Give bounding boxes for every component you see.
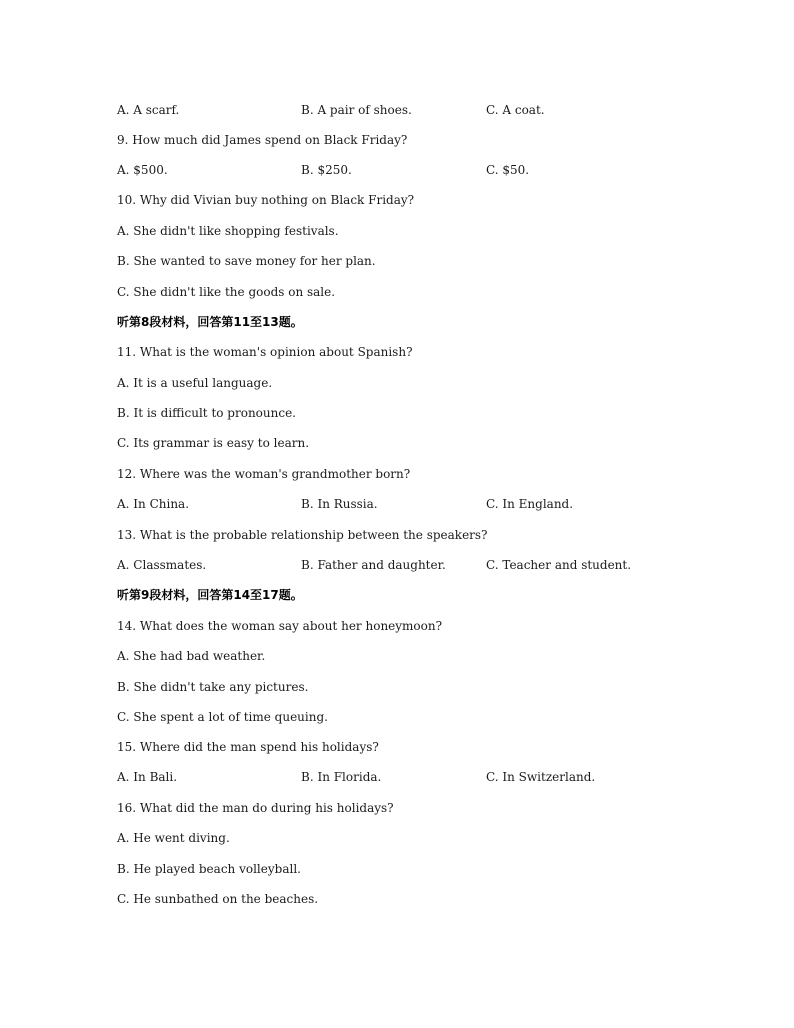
q15-question: 15. Where did the man spend his holidays?	[117, 740, 379, 754]
q14-option-a: A. She had bad weather.	[117, 649, 266, 663]
q11-option-a: A. It is a useful language.	[117, 376, 273, 390]
q13-option-b: B. Father and daughter.	[301, 558, 446, 572]
q16-option-b: B. He played beach volleyball.	[117, 862, 301, 876]
q8-option-c: C. A coat.	[486, 103, 545, 117]
q9-option-b: B. $250.	[301, 163, 352, 177]
q13-option-c: C. Teacher and student.	[486, 558, 632, 572]
q16-option-c: C. He sunbathed on the beaches.	[117, 892, 319, 906]
q10-question: 10. Why did Vivian buy nothing on Black Friday?	[117, 193, 415, 207]
q12-option-a: A. In China.	[117, 497, 190, 511]
q15-option-a: A. In Bali.	[117, 770, 178, 784]
q9-question: 9. How much did James spend on Black Friday?	[117, 133, 408, 147]
section-8-heading: 听第8段材料，回答第11至13题。	[117, 315, 303, 329]
q16-option-a: A. He went diving.	[117, 831, 230, 845]
q9-option-c: C. $50.	[486, 163, 530, 177]
q11-option-b: B. It is difficult to pronounce.	[117, 406, 296, 420]
q12-option-b: B. In Russia.	[301, 497, 378, 511]
q12-question: 12. Where was the woman's grandmother born?	[117, 467, 411, 481]
section-9-heading: 听第9段材料，回答第14至17题。	[117, 588, 303, 602]
q14-option-c: C. She spent a lot of time queuing.	[117, 710, 328, 724]
q10-option-b: B. She wanted to save money for her plan.	[117, 254, 376, 268]
q13-option-a: A. Classmates.	[117, 558, 207, 572]
q14-question: 14. What does the woman say about her honeymoon?	[117, 619, 443, 633]
q16-question: 16. What did the man do during his holidays?	[117, 801, 394, 815]
q13-question: 13. What is the probable relationship between the speakers?	[117, 528, 488, 542]
q14-option-b: B. She didn't take any pictures.	[117, 680, 309, 694]
q8-option-a: A. A scarf.	[117, 103, 180, 117]
q11-question: 11. What is the woman's opinion about Spanish?	[117, 345, 413, 359]
q8-option-b: B. A pair of shoes.	[301, 103, 412, 117]
q9-option-a: A. $500.	[117, 163, 168, 177]
q15-option-c: C. In Switzerland.	[486, 770, 596, 784]
q10-option-c: C. She didn't like the goods on sale.	[117, 285, 336, 299]
q11-option-c: C. Its grammar is easy to learn.	[117, 436, 310, 450]
q10-option-a: A. She didn't like shopping festivals.	[117, 224, 339, 238]
q12-option-c: C. In England.	[486, 497, 574, 511]
q15-option-b: B. In Florida.	[301, 770, 382, 784]
